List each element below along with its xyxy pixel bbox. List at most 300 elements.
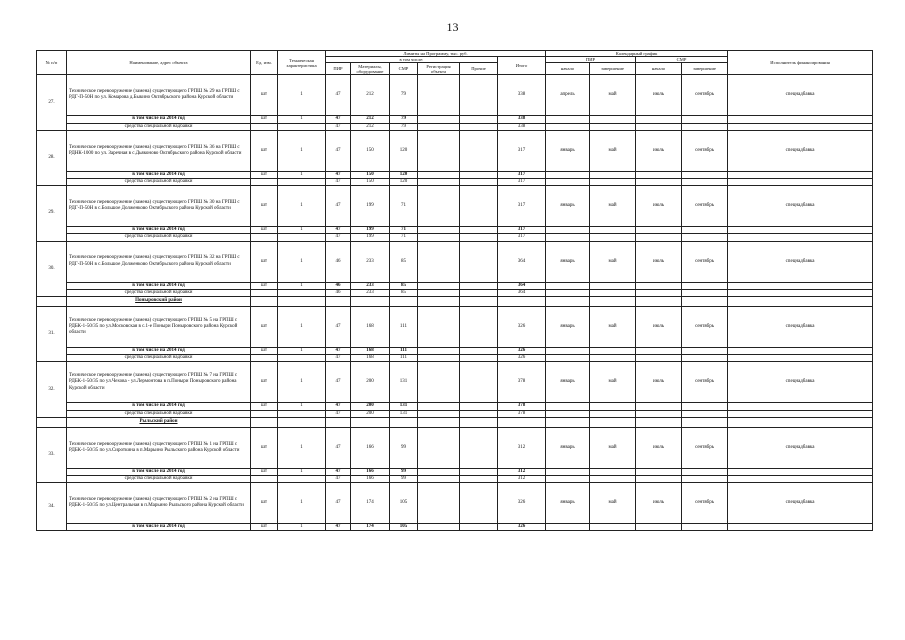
- smr-end: сентябрь: [682, 186, 728, 227]
- subtotal-materials: 166: [351, 476, 390, 483]
- empty-cell: [37, 297, 67, 307]
- object-name: Техническое перевооружение (замена) существующего ГРПШ № 36 на ГРПШ с РДНК-1000 по ул. Заречная в с.Дьяконово Октябрьского района Курской области: [67, 130, 251, 171]
- object-name: Техническое перевооружение (замена) существующего ГРПШ № 5 на ГРПШ с РДБК-1-50/35 по ул.Московская в с.1-е Поныри Поныровского района Курской области: [67, 307, 251, 348]
- executor: спецнадбавка: [728, 483, 873, 524]
- empty-cell: [418, 130, 460, 171]
- empty-cell: [682, 116, 728, 123]
- object-unit: шт: [251, 75, 278, 116]
- subtotal-qty: 1: [278, 171, 326, 178]
- empty-cell: [546, 234, 590, 241]
- empty-cell: [418, 234, 460, 241]
- empty-cell: [636, 289, 682, 296]
- object-pir: 47: [326, 75, 351, 116]
- subtotal-materials: 200: [351, 403, 390, 410]
- header-end2: завершение: [682, 63, 728, 75]
- empty-cell: [728, 468, 873, 475]
- header-num: № п/п: [37, 51, 67, 75]
- year-subtotal-row: [37, 403, 873, 410]
- empty-cell: [418, 179, 460, 186]
- subtotal-smr: 120: [390, 179, 418, 186]
- object-row: [37, 241, 873, 282]
- smr-start: июль: [636, 427, 682, 468]
- header-end: завершение: [590, 63, 636, 75]
- empty-cell: [418, 524, 460, 531]
- subtotal-qty: [278, 355, 326, 362]
- empty-cell: [418, 410, 460, 417]
- subtotal-pir: 47: [326, 348, 351, 355]
- empty-cell: [460, 130, 498, 171]
- smr-start: июль: [636, 241, 682, 282]
- subtotal-unit: [251, 410, 278, 417]
- subtotal-smr: 79: [390, 123, 418, 130]
- object-unit: шт: [251, 483, 278, 524]
- subtotal-label: средства специальной надбавки: [67, 410, 251, 417]
- empty-cell: [460, 483, 498, 524]
- empty-cell: [590, 417, 636, 427]
- pir-start: январь: [546, 362, 590, 403]
- object-total: 378: [498, 362, 546, 403]
- object-row: [37, 307, 873, 348]
- header-unit: Ед. изм.: [251, 51, 278, 75]
- empty-cell: [351, 417, 390, 427]
- object-name: Техническое перевооружение (замена) существующего ГРПШ № 29 на ГРПШ с РДГ-П-50Н по ул. Комарова д.Быкино Октябрьского района Курской области: [67, 75, 251, 116]
- subtotal-pir: 47: [326, 524, 351, 531]
- district-row: [37, 417, 873, 427]
- object-unit: шт: [251, 241, 278, 282]
- empty-cell: [636, 116, 682, 123]
- smr-end: сентябрь: [682, 362, 728, 403]
- subtotal-materials: 168: [351, 348, 390, 355]
- subtotal-smr: 71: [390, 234, 418, 241]
- empty-cell: [636, 282, 682, 289]
- subtotal-materials: 233: [351, 282, 390, 289]
- header-start: начало: [546, 63, 590, 75]
- empty-cell: [460, 289, 498, 296]
- executor: спецнадбавка: [728, 130, 873, 171]
- object-number: 30.: [37, 241, 67, 296]
- empty-cell: [728, 417, 873, 427]
- subtotal-smr: 79: [390, 116, 418, 123]
- subtotal-pir: 47: [326, 179, 351, 186]
- object-unit: шт: [251, 186, 278, 227]
- empty-cell: [636, 468, 682, 475]
- header-materials: Материалы, оборудование: [351, 63, 390, 75]
- subtotal-materials: 212: [351, 116, 390, 123]
- empty-cell: [590, 297, 636, 307]
- empty-cell: [498, 417, 546, 427]
- executor: спецнадбавка: [728, 186, 873, 227]
- executor: спецнадбавка: [728, 241, 873, 282]
- subtotal-label: в том числе на 2014 год: [67, 468, 251, 475]
- header-schedule: Календарный график: [546, 51, 728, 57]
- object-materials: 168: [351, 307, 390, 348]
- object-row: [37, 362, 873, 403]
- empty-cell: [682, 348, 728, 355]
- empty-cell: [498, 297, 546, 307]
- empty-cell: [251, 417, 278, 427]
- empty-cell: [546, 171, 590, 178]
- pir-end: май: [590, 186, 636, 227]
- object-total: 364: [498, 241, 546, 282]
- subtotal-total: 364: [498, 282, 546, 289]
- empty-cell: [590, 282, 636, 289]
- empty-cell: [546, 282, 590, 289]
- object-smr: 131: [390, 362, 418, 403]
- object-smr: 71: [390, 186, 418, 227]
- subtotal-qty: 1: [278, 116, 326, 123]
- subtotal-total: 364: [498, 289, 546, 296]
- pir-start: январь: [546, 186, 590, 227]
- pir-end: май: [590, 483, 636, 524]
- object-pir: 47: [326, 186, 351, 227]
- subtotal-total: 312: [498, 476, 546, 483]
- empty-cell: [728, 355, 873, 362]
- empty-cell: [728, 289, 873, 296]
- empty-cell: [418, 362, 460, 403]
- subtotal-materials: 150: [351, 171, 390, 178]
- object-smr: 85: [390, 241, 418, 282]
- subtotal-smr: 131: [390, 403, 418, 410]
- empty-cell: [546, 179, 590, 186]
- empty-cell: [728, 403, 873, 410]
- empty-cell: [728, 348, 873, 355]
- object-number: 31.: [37, 307, 67, 362]
- subtotal-total: 326: [498, 355, 546, 362]
- object-total: 338: [498, 75, 546, 116]
- empty-cell: [728, 171, 873, 178]
- smr-end: сентябрь: [682, 307, 728, 348]
- subtotal-total: 338: [498, 116, 546, 123]
- subtotal-unit: шт: [251, 403, 278, 410]
- subtotal-total: 312: [498, 468, 546, 475]
- surcharge-subtotal-row: [37, 476, 873, 483]
- empty-cell: [418, 297, 460, 307]
- subtotal-materials: 212: [351, 123, 390, 130]
- empty-cell: [590, 410, 636, 417]
- empty-cell: [636, 123, 682, 130]
- smr-start: июль: [636, 130, 682, 171]
- subtotal-label: в том числе на 2014 год: [67, 282, 251, 289]
- object-total: 317: [498, 186, 546, 227]
- subtotal-total: 317: [498, 234, 546, 241]
- empty-cell: [460, 362, 498, 403]
- subtotal-pir: 46: [326, 282, 351, 289]
- empty-cell: [728, 123, 873, 130]
- header-smr: СМР: [390, 63, 418, 75]
- object-number: 32.: [37, 362, 67, 417]
- empty-cell: [546, 524, 590, 531]
- empty-cell: [682, 123, 728, 130]
- district-name: Рыльский район: [67, 417, 251, 427]
- subtotal-smr: 131: [390, 410, 418, 417]
- year-subtotal-row: [37, 468, 873, 475]
- subtotal-pir: 47: [326, 227, 351, 234]
- year-subtotal-row: [37, 227, 873, 234]
- empty-cell: [636, 476, 682, 483]
- empty-cell: [460, 186, 498, 227]
- empty-cell: [636, 417, 682, 427]
- header-incl: в том числе:: [326, 57, 498, 63]
- object-pir: 47: [326, 483, 351, 524]
- empty-cell: [460, 468, 498, 475]
- smr-end: сентябрь: [682, 130, 728, 171]
- subtotal-qty: [278, 410, 326, 417]
- empty-cell: [682, 468, 728, 475]
- empty-cell: [728, 227, 873, 234]
- empty-cell: [460, 179, 498, 186]
- empty-cell: [636, 524, 682, 531]
- subtotal-label: средства специальной надбавки: [67, 179, 251, 186]
- empty-cell: [590, 179, 636, 186]
- smr-end: сентябрь: [682, 483, 728, 524]
- surcharge-subtotal-row: [37, 410, 873, 417]
- object-total: 326: [498, 483, 546, 524]
- smr-start: июль: [636, 483, 682, 524]
- subtotal-unit: [251, 123, 278, 130]
- header-reg: Регистрация объекта: [418, 63, 460, 75]
- surcharge-subtotal-row: [37, 123, 873, 130]
- empty-cell: [636, 227, 682, 234]
- empty-cell: [590, 403, 636, 410]
- empty-cell: [460, 297, 498, 307]
- surcharge-subtotal-row: [37, 355, 873, 362]
- table-header: [37, 51, 873, 75]
- smr-end: сентябрь: [682, 427, 728, 468]
- subtotal-total: 338: [498, 123, 546, 130]
- empty-cell: [460, 348, 498, 355]
- empty-cell: [418, 417, 460, 427]
- empty-cell: [546, 468, 590, 475]
- object-total: 312: [498, 427, 546, 468]
- object-smr: 120: [390, 130, 418, 171]
- smr-start: июль: [636, 186, 682, 227]
- empty-cell: [460, 427, 498, 468]
- header-sched-pir: ПИР: [546, 57, 636, 63]
- empty-cell: [460, 241, 498, 282]
- subtotal-pir: 47: [326, 468, 351, 475]
- pir-end: май: [590, 130, 636, 171]
- smr-start: июль: [636, 362, 682, 403]
- empty-cell: [682, 417, 728, 427]
- empty-cell: [460, 355, 498, 362]
- pir-end: май: [590, 362, 636, 403]
- empty-cell: [546, 417, 590, 427]
- pir-end: май: [590, 241, 636, 282]
- empty-cell: [682, 403, 728, 410]
- empty-cell: [546, 227, 590, 234]
- empty-cell: [37, 417, 67, 427]
- executor: спецнадбавка: [728, 362, 873, 403]
- subtotal-materials: 199: [351, 227, 390, 234]
- subtotal-smr: 105: [390, 524, 418, 531]
- empty-cell: [460, 524, 498, 531]
- empty-cell: [682, 234, 728, 241]
- pir-start: январь: [546, 427, 590, 468]
- header-start2: начало: [636, 63, 682, 75]
- subtotal-unit: шт: [251, 171, 278, 178]
- pir-start: январь: [546, 241, 590, 282]
- empty-cell: [590, 116, 636, 123]
- subtotal-qty: 1: [278, 348, 326, 355]
- header-name: Наименование, адрес объекта: [67, 51, 251, 75]
- empty-cell: [418, 403, 460, 410]
- empty-cell: [460, 476, 498, 483]
- empty-cell: [636, 179, 682, 186]
- year-subtotal-row: [37, 171, 873, 178]
- pir-end: май: [590, 427, 636, 468]
- subtotal-materials: 166: [351, 468, 390, 475]
- subtotal-smr: 71: [390, 227, 418, 234]
- pir-start: апрель: [546, 75, 590, 116]
- pir-end: май: [590, 307, 636, 348]
- subtotal-pir: 47: [326, 234, 351, 241]
- empty-cell: [546, 289, 590, 296]
- smr-end: сентябрь: [682, 75, 728, 116]
- object-qty: 1: [278, 186, 326, 227]
- empty-cell: [682, 410, 728, 417]
- object-unit: шт: [251, 427, 278, 468]
- empty-cell: [418, 483, 460, 524]
- object-pir: 47: [326, 427, 351, 468]
- empty-cell: [728, 297, 873, 307]
- empty-cell: [636, 297, 682, 307]
- subtotal-total: 378: [498, 410, 546, 417]
- empty-cell: [460, 227, 498, 234]
- subtotal-materials: 174: [351, 524, 390, 531]
- smr-start: июль: [636, 75, 682, 116]
- empty-cell: [418, 241, 460, 282]
- pir-start: январь: [546, 307, 590, 348]
- empty-cell: [460, 410, 498, 417]
- subtotal-unit: шт: [251, 468, 278, 475]
- subtotal-materials: 233: [351, 289, 390, 296]
- empty-cell: [418, 282, 460, 289]
- object-materials: 199: [351, 186, 390, 227]
- empty-cell: [278, 297, 326, 307]
- object-number: 28.: [37, 130, 67, 185]
- empty-cell: [546, 476, 590, 483]
- object-row: [37, 130, 873, 171]
- empty-cell: [460, 417, 498, 427]
- subtotal-label: в том числе на 2014 год: [67, 524, 251, 531]
- subtotal-label: средства специальной надбавки: [67, 289, 251, 296]
- subtotal-qty: [278, 234, 326, 241]
- subtotal-smr: 85: [390, 282, 418, 289]
- page-number: 13: [446, 20, 459, 34]
- empty-cell: [460, 171, 498, 178]
- empty-cell: [418, 75, 460, 116]
- empty-cell: [251, 297, 278, 307]
- subtotal-qty: 1: [278, 468, 326, 475]
- subtotal-unit: [251, 234, 278, 241]
- object-materials: 150: [351, 130, 390, 171]
- empty-cell: [546, 123, 590, 130]
- empty-cell: [636, 355, 682, 362]
- empty-cell: [418, 171, 460, 178]
- header-total: Итого: [498, 57, 546, 75]
- smr-start: июль: [636, 307, 682, 348]
- object-materials: 233: [351, 241, 390, 282]
- object-smr: 105: [390, 483, 418, 524]
- empty-cell: [351, 297, 390, 307]
- subtotal-materials: 168: [351, 355, 390, 362]
- empty-cell: [590, 234, 636, 241]
- object-name: Техническое перевооружение (замена) существующего ГРПШ № 32 на ГРПШ с РДГ-П-50Н в с.Большое Долженково Октябрьского района Курской области: [67, 241, 251, 282]
- subtotal-qty: 1: [278, 282, 326, 289]
- header-tech: Техническая характеристика: [278, 51, 326, 75]
- empty-cell: [546, 403, 590, 410]
- subtotal-label: в том числе на 2014 год: [67, 227, 251, 234]
- object-qty: 1: [278, 427, 326, 468]
- empty-cell: [682, 355, 728, 362]
- empty-cell: [728, 116, 873, 123]
- subtotal-total: 378: [498, 403, 546, 410]
- subtotal-smr: 85: [390, 289, 418, 296]
- object-unit: шт: [251, 130, 278, 171]
- subtotal-unit: шт: [251, 227, 278, 234]
- empty-cell: [546, 355, 590, 362]
- empty-cell: [590, 171, 636, 178]
- empty-cell: [418, 186, 460, 227]
- object-pir: 46: [326, 241, 351, 282]
- header-executor: Исполнитель финансирования: [728, 51, 873, 75]
- subtotal-unit: шт: [251, 348, 278, 355]
- object-name: Техническое перевооружение (замена) существующего ГРПШ № 2 на ГРПШ с РДБК-1-50/35 по ул.Центральная в п.Марьино Рыльского района Курской области: [67, 483, 251, 524]
- object-qty: 1: [278, 483, 326, 524]
- empty-cell: [326, 297, 351, 307]
- empty-cell: [546, 348, 590, 355]
- empty-cell: [590, 348, 636, 355]
- object-name: Техническое перевооружение (замена) существующего ГРПШ № 30 на ГРПШ с РДГ-П-50Н в с.Большое Долженково Октябрьского района Курской области: [67, 186, 251, 227]
- empty-cell: [636, 171, 682, 178]
- object-pir: 47: [326, 130, 351, 171]
- year-subtotal-row: [37, 348, 873, 355]
- object-row: [37, 186, 873, 227]
- object-number: 29.: [37, 186, 67, 241]
- empty-cell: [682, 476, 728, 483]
- object-name: Техническое перевооружение (замена) существующего ГРПШ № 7 на ГРПШ с РДБК-1-50/35 по ул.Чехова - ул.Лермонтова в п.Поныри Поныровского района Курской области: [67, 362, 251, 403]
- empty-cell: [546, 410, 590, 417]
- subtotal-materials: 150: [351, 179, 390, 186]
- object-qty: 1: [278, 241, 326, 282]
- subtotal-unit: [251, 355, 278, 362]
- subtotal-smr: 99: [390, 476, 418, 483]
- object-total: 317: [498, 130, 546, 171]
- empty-cell: [728, 476, 873, 483]
- empty-cell: [546, 116, 590, 123]
- object-pir: 47: [326, 362, 351, 403]
- empty-cell: [682, 282, 728, 289]
- subtotal-unit: шт: [251, 282, 278, 289]
- object-materials: 200: [351, 362, 390, 403]
- subtotal-qty: [278, 476, 326, 483]
- empty-cell: [390, 297, 418, 307]
- empty-cell: [460, 282, 498, 289]
- subtotal-label: в том числе на 2014 год: [67, 403, 251, 410]
- empty-cell: [682, 297, 728, 307]
- year-subtotal-row: [37, 282, 873, 289]
- object-qty: 1: [278, 307, 326, 348]
- object-number: 33.: [37, 427, 67, 482]
- empty-cell: [590, 476, 636, 483]
- empty-cell: [728, 179, 873, 186]
- subtotal-pir: 47: [326, 403, 351, 410]
- subtotal-label: средства специальной надбавки: [67, 476, 251, 483]
- subtotal-smr: 111: [390, 348, 418, 355]
- subtotal-label: средства специальной надбавки: [67, 355, 251, 362]
- empty-cell: [460, 75, 498, 116]
- subtotal-total: 317: [498, 227, 546, 234]
